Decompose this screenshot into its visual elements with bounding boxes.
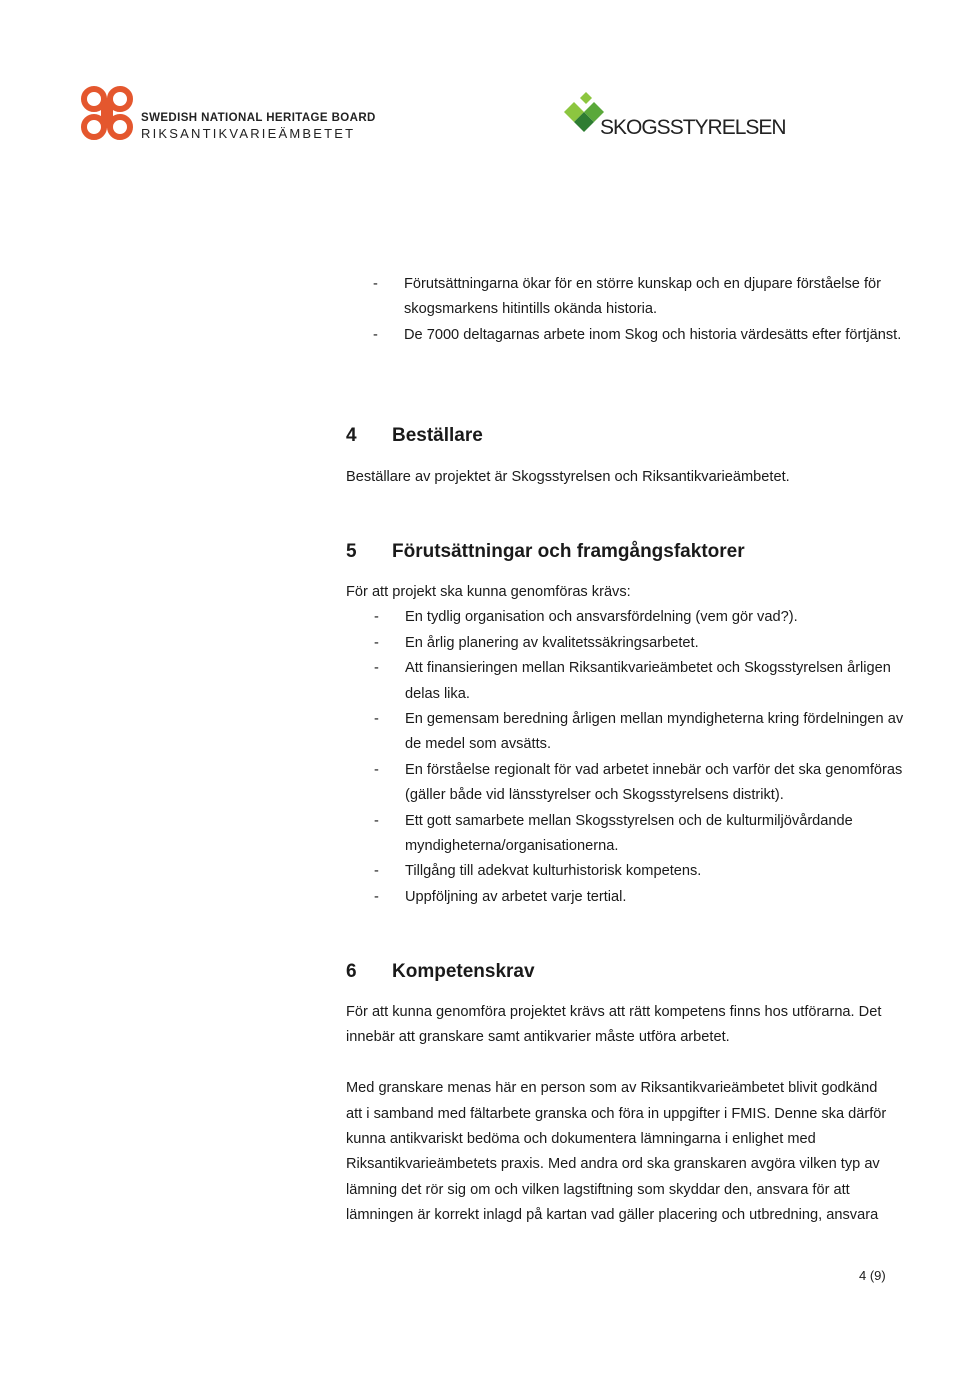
paragraph: För att kunna genomföra projektet krävs att rätt kompetens finns hos utförarna. Det innebär att granskare samt antikvarier måste utföra arbetet.: [346, 1004, 882, 1046]
section-title: Förutsättningar och framgångsfaktorer: [392, 541, 745, 562]
list-item: - De 7000 deltagarnas arbete inom Skog och historia värdesätts efter förtjänst.: [345, 323, 906, 348]
section-title: Kompetenskrav: [392, 961, 535, 982]
section-number: 6: [346, 961, 357, 982]
paragraph: För att projekt ska kunna genomföras krävs:: [346, 584, 631, 600]
list-item: - En gemensam beredning årligen mellan myndigheterna kring fördelningen av de medel som avsätts.: [346, 707, 906, 758]
raa-logo-text-sv: RIKSANTIKVARIEÄMBETET: [141, 126, 356, 141]
paragraph: Beställare av projektet är Skogsstyrelsen och Riksantikvarieämbetet.: [346, 469, 790, 485]
list-item: - En tydlig organisation och ansvarsfördelning (vem gör vad?).: [346, 605, 906, 630]
section-6-body: [346, 1000, 894, 1229]
page-number: 4 (9): [859, 1268, 886, 1283]
section-5: [346, 540, 906, 564]
section-heading: [346, 540, 906, 564]
skogsstyrelsen-logo: [560, 90, 786, 140]
list-item: - Tillgång till adekvat kulturhistorisk kompetens.: [346, 859, 906, 884]
section-4-text-block: [346, 465, 906, 490]
raa-logo-text-en: SWEDISH NATIONAL HERITAGE BOARD: [141, 112, 376, 124]
list-item: - Att finansieringen mellan Riksantikvarieämbetet och Skogsstyrelsen årligen delas lika.: [346, 656, 906, 707]
section-heading: [346, 960, 906, 984]
section-heading: [346, 424, 906, 448]
section-number: 4: [346, 425, 357, 446]
list-item: - Förutsättningarna ökar för en större kunskap och en djupare förståelse för skogsmarkens hitintills okända historia.: [345, 272, 906, 323]
section-5-body: [346, 580, 906, 910]
skogsstyrelsen-logo-text: SKOGSSTYRELSEN: [600, 116, 786, 139]
section-4: [346, 424, 906, 448]
intro-bullet-list: [346, 272, 906, 348]
requirements-list: [346, 605, 906, 910]
section-6: [346, 960, 906, 984]
paragraph: Med granskare menas här en person som av Riksantikvarieämbetet blivit godkänd att i samband med fältarbete granska och föra in uppgifter i FMIS. Denne ska därför kunna antikvariskt bedöma och dokumentera lämningarna i enlighet med Riksantikvarieämbetets praxis. Med andra ord ska granskaren avgöra vilken typ av lämning det rör sig om och vilken lagstiftning som skyddar den, ansvara för att lämningen är korrekt inlagd på kartan vad gäller placering och utbredning, ansvara: [346, 1080, 887, 1224]
raa-logo-mark-icon: [78, 84, 136, 142]
section-number: 5: [346, 541, 357, 562]
list-item: - En årlig planering av kvalitetssäkringsarbetet.: [346, 631, 906, 656]
list-item: - En förståelse regionalt för vad arbetet innebär och varför det ska genomföras (gäller både vid länsstyrelser och Skogsstyrelsens distrikt).: [346, 758, 906, 809]
section-title: Beställare: [392, 425, 483, 446]
raa-logo: [78, 84, 376, 144]
list-item: - Uppföljning av arbetet varje tertial.: [346, 885, 906, 910]
list-item: - Ett gott samarbete mellan Skogsstyrelsen och de kulturmiljövårdande myndigheterna/organisationerna.: [346, 809, 906, 860]
